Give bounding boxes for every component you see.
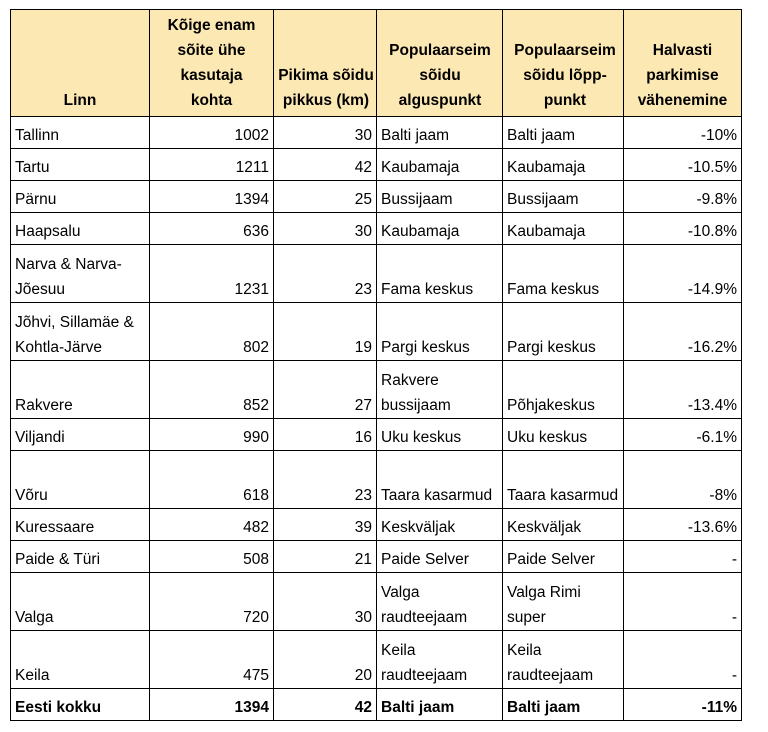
total-row <box>11 689 742 721</box>
cell-end-point: Pargi keskus <box>503 303 624 361</box>
cell-city: Narva & Narva-Jõesuu <box>11 245 150 303</box>
cell-longest-ride: 23 <box>274 451 377 509</box>
total-parking-decrease: -11% <box>624 689 742 721</box>
table-row <box>11 541 742 573</box>
cell-parking-decrease: -8% <box>624 451 742 509</box>
cell-longest-ride: 27 <box>274 361 377 419</box>
cell-city: Tallinn <box>11 117 150 149</box>
total-most-rides: 1394 <box>150 689 274 721</box>
table-body <box>11 117 742 721</box>
cell-end-point: Kaubamaja <box>503 213 624 245</box>
cell-parking-decrease: -13.4% <box>624 361 742 419</box>
cell-city: Haapsalu <box>11 213 150 245</box>
cell-longest-ride: 19 <box>274 303 377 361</box>
cell-start-point: Balti jaam <box>377 117 503 149</box>
header-parking-decrease: Halvasti parkimise vähenemine <box>624 10 742 117</box>
cell-most-rides: 852 <box>150 361 274 419</box>
cell-longest-ride: 25 <box>274 181 377 213</box>
cell-most-rides: 636 <box>150 213 274 245</box>
cell-city: Kuressaare <box>11 509 150 541</box>
cell-longest-ride: 16 <box>274 419 377 451</box>
cell-most-rides: 618 <box>150 451 274 509</box>
cell-longest-ride: 42 <box>274 149 377 181</box>
cell-start-point: Uku keskus <box>377 419 503 451</box>
cell-parking-decrease: - <box>624 631 742 689</box>
cell-most-rides: 482 <box>150 509 274 541</box>
header-row <box>11 10 742 117</box>
cell-most-rides: 1211 <box>150 149 274 181</box>
cell-start-point: Kaubamaja <box>377 213 503 245</box>
cell-end-point: Valga Rimi super <box>503 573 624 631</box>
cell-parking-decrease: -10.5% <box>624 149 742 181</box>
table-row <box>11 149 742 181</box>
cell-city: Rakvere <box>11 361 150 419</box>
total-city: Eesti kokku <box>11 689 150 721</box>
cell-end-point: Keskväljak <box>503 509 624 541</box>
cell-city: Keila <box>11 631 150 689</box>
cell-end-point: Keila raudteejaam <box>503 631 624 689</box>
cell-end-point: Fama keskus <box>503 245 624 303</box>
cell-longest-ride: 30 <box>274 213 377 245</box>
cell-most-rides: 802 <box>150 303 274 361</box>
cell-parking-decrease: -9.8% <box>624 181 742 213</box>
cell-most-rides: 475 <box>150 631 274 689</box>
table-row <box>11 245 742 303</box>
table-row <box>11 631 742 689</box>
cell-most-rides: 1394 <box>150 181 274 213</box>
header-end-point: Populaarseim sõidu lõpp-punkt <box>503 10 624 117</box>
cell-parking-decrease: -10.8% <box>624 213 742 245</box>
cell-parking-decrease: -14.9% <box>624 245 742 303</box>
table-row <box>11 181 742 213</box>
cell-end-point: Paide Selver <box>503 541 624 573</box>
cell-parking-decrease: -16.2% <box>624 303 742 361</box>
cell-city: Valga <box>11 573 150 631</box>
cell-most-rides: 720 <box>150 573 274 631</box>
header-start-point: Populaarseim sõidu alguspunkt <box>377 10 503 117</box>
cell-most-rides: 1002 <box>150 117 274 149</box>
cell-city: Paide & Türi <box>11 541 150 573</box>
cell-longest-ride: 20 <box>274 631 377 689</box>
cell-city: Pärnu <box>11 181 150 213</box>
cell-parking-decrease: -6.1% <box>624 419 742 451</box>
total-end-point: Balti jaam <box>503 689 624 721</box>
city-stats-table <box>10 9 742 721</box>
cell-city: Viljandi <box>11 419 150 451</box>
table-row <box>11 451 742 509</box>
cell-longest-ride: 23 <box>274 245 377 303</box>
cell-end-point: Uku keskus <box>503 419 624 451</box>
cell-start-point: Bussijaam <box>377 181 503 213</box>
cell-start-point: Keskväljak <box>377 509 503 541</box>
header-most-rides: Kõige enam sõite ühe kasutaja kohta <box>150 10 274 117</box>
cell-start-point: Pargi keskus <box>377 303 503 361</box>
cell-longest-ride: 30 <box>274 573 377 631</box>
table-row <box>11 573 742 631</box>
cell-longest-ride: 30 <box>274 117 377 149</box>
cell-longest-ride: 21 <box>274 541 377 573</box>
table-row <box>11 303 742 361</box>
cell-city: Võru <box>11 451 150 509</box>
cell-parking-decrease: - <box>624 541 742 573</box>
cell-start-point: Valga raudteejaam <box>377 573 503 631</box>
cell-longest-ride: 39 <box>274 509 377 541</box>
table-row <box>11 117 742 149</box>
cell-parking-decrease: -13.6% <box>624 509 742 541</box>
cell-start-point: Kaubamaja <box>377 149 503 181</box>
cell-city: Tartu <box>11 149 150 181</box>
cell-start-point: Fama keskus <box>377 245 503 303</box>
table-row <box>11 509 742 541</box>
cell-city: Jõhvi, Sillamäe & Kohtla-Järve <box>11 303 150 361</box>
cell-end-point: Taara kasarmud <box>503 451 624 509</box>
total-start-point: Balti jaam <box>377 689 503 721</box>
table-row <box>11 419 742 451</box>
cell-parking-decrease: -10% <box>624 117 742 149</box>
cell-start-point: Keila raudteejaam <box>377 631 503 689</box>
cell-parking-decrease: - <box>624 573 742 631</box>
cell-most-rides: 1231 <box>150 245 274 303</box>
cell-start-point: Paide Selver <box>377 541 503 573</box>
header-city: Linn <box>11 10 150 117</box>
cell-end-point: Kaubamaja <box>503 149 624 181</box>
cell-most-rides: 508 <box>150 541 274 573</box>
cell-end-point: Põhjakeskus <box>503 361 624 419</box>
total-longest-ride: 42 <box>274 689 377 721</box>
table-row <box>11 361 742 419</box>
header-longest-ride: Pikima sõidu pikkus (km) <box>274 10 377 117</box>
cell-most-rides: 990 <box>150 419 274 451</box>
cell-end-point: Bussijaam <box>503 181 624 213</box>
cell-start-point: Taara kasarmud <box>377 451 503 509</box>
cell-start-point: Rakvere bussijaam <box>377 361 503 419</box>
table-row <box>11 213 742 245</box>
cell-end-point: Balti jaam <box>503 117 624 149</box>
